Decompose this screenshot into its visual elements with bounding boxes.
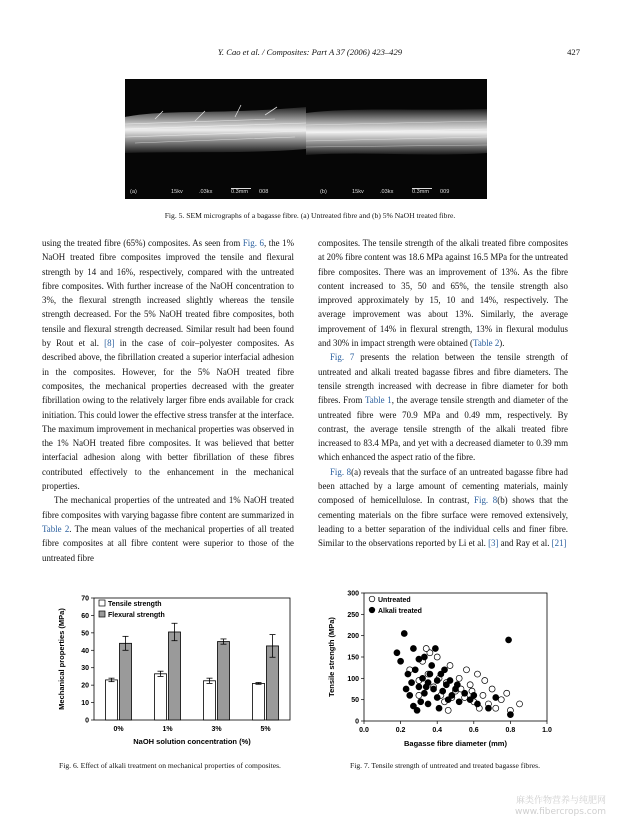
treated-point [449, 692, 455, 698]
untreated-point [423, 645, 429, 651]
right-column [318, 236, 568, 551]
y-tick-label: 100 [347, 675, 359, 683]
reference-link[interactable]: [8] [104, 338, 115, 349]
treated-point [409, 680, 415, 686]
sem-scale-a: 0.3mm [231, 189, 249, 195]
left-column [42, 236, 294, 565]
y-tick-label: 30 [81, 665, 89, 673]
x-tick-label: 1% [162, 726, 173, 733]
sem-info-bar-a [125, 184, 306, 196]
x-tick-label: 5% [260, 726, 271, 733]
treated-point [474, 701, 480, 707]
fig7-caption: Fig. 7. Tensile strength of untreated and treated bagasse fibres. [350, 761, 540, 770]
reference-link[interactable]: [3] [488, 538, 499, 549]
sem-mag-b: .03kx [380, 189, 394, 195]
treated-point [403, 686, 409, 692]
treated-point [462, 690, 468, 696]
fig6-caption: Fig. 6. Effect of alkali treatment on mechanical properties of composites. [59, 761, 281, 770]
watermark-line-2: www.fibercrops.com [515, 807, 606, 817]
reference-link[interactable]: Table 1 [364, 395, 392, 406]
y-tick-label: 0 [85, 717, 89, 725]
text-run: in the case of coir–polyester composites. As described above, the fibrillation created a superior interfacial adhesion in the composites. However, for the 5% NaOH treated fibre composites, the mechanical properties decreased with the greater fibrillation owing to the relatively larger fibre ends available for crack initiation. This could lower the effective stress transfer at the interface. The maximum improvement in mechanical properties was observed in the 1% NaOH treated fibre composites. It was believed that better interfacial adhesion along with better fibrillation of these fibres contributed effectively to the enhancement in the mechanical properties. [42, 338, 294, 492]
treated-point [421, 654, 427, 660]
y-tick-label: 50 [351, 697, 359, 705]
untreated-point [480, 692, 486, 698]
y-tick-label: 50 [81, 630, 89, 638]
y-tick-label: 150 [347, 654, 359, 662]
treated-point [425, 701, 431, 707]
treated-point [485, 705, 491, 711]
untreated-point [456, 675, 462, 681]
treated-point [431, 686, 437, 692]
reference-link[interactable]: Fig. 8 [330, 466, 352, 477]
fig5-caption: Fig. 5. SEM micrographs of a bagasse fibre. (a) Untreated fibre and (b) 5% NaOH treated fibre. [164, 211, 456, 220]
reference-link[interactable]: Fig. 7 [330, 352, 355, 363]
treated-point [418, 699, 424, 705]
text-run: . The mean values of the mechanical properties of all treated fibre composites at all fibre content were superior to those of the untreated fibre [42, 523, 294, 563]
treated-point [394, 650, 400, 656]
treated-point [401, 631, 407, 637]
treated-point [507, 712, 513, 718]
y-tick-label: 250 [347, 611, 359, 619]
reference-link[interactable]: Table 2 [42, 523, 70, 534]
legend-swatch [99, 600, 105, 606]
reference-link[interactable]: Fig. 8 [474, 495, 498, 506]
fibre-texture-a [125, 79, 306, 199]
treated-point [432, 645, 438, 651]
legend-swatch [99, 611, 105, 617]
fig7-scatter-chart [320, 585, 560, 755]
legend-label: Tensile strength [108, 601, 162, 608]
treated-point [421, 690, 427, 696]
treated-point [416, 656, 422, 662]
bar [120, 643, 132, 720]
bar [253, 683, 265, 720]
text-run: (a) reveals that the surface of an untreated bagasse fibre had been attached by a large amount of cementing materials, mainly composed of hemicellulose. In contrast, [318, 466, 568, 506]
untreated-point [489, 686, 495, 692]
sem-info-bar-b [306, 184, 487, 196]
page-number: 427 [567, 47, 580, 57]
treated-point [434, 677, 440, 683]
reference-link[interactable]: Table 2 [473, 338, 500, 349]
watermark-line-1: 麻类作物营养与纯肥网 [515, 796, 606, 806]
x-tick-label: 0.6 [468, 727, 479, 734]
y-tick-label: 20 [81, 682, 89, 690]
fig6-bar-chart [40, 590, 300, 755]
x-tick-label: 0.4 [432, 727, 443, 734]
y-tick-label: 10 [81, 700, 89, 708]
x-tick-label: 1.0 [542, 727, 552, 734]
bar [169, 632, 181, 720]
sem-num-b: 009 [440, 189, 450, 195]
treated-point [398, 658, 404, 664]
untreated-point [434, 654, 440, 660]
treated-point [410, 645, 416, 651]
watermark [515, 796, 606, 818]
x-tick-label: 3% [211, 726, 222, 733]
sem-image-treated [306, 79, 487, 199]
text-run: presents the relation between the tensile strength of untreated and alkali treated bagasse fibres and fibre diameters. The tensile strength increased with decrease in fibre diameter for both fibres. From [318, 352, 568, 406]
treated-point [427, 671, 433, 677]
sem-voltage-b: 15kv [352, 189, 364, 195]
treated-point [454, 682, 460, 688]
running-header [40, 47, 580, 61]
untreated-point [493, 705, 499, 711]
treated-point [420, 675, 426, 681]
y-tick-label: 40 [81, 647, 89, 655]
legend-label: Alkali treated [378, 608, 422, 615]
sem-scale-b: 0.3mm [412, 189, 430, 195]
untreated-point [463, 667, 469, 673]
treated-point [440, 688, 446, 694]
untreated-point [498, 697, 504, 703]
treated-point [412, 667, 418, 673]
legend-label: Flexural strength [108, 612, 165, 619]
x-tick-label: 0% [113, 726, 124, 733]
text-run: composites. The tensile strength of the alkali treated fibre composites at 20% fibre content was 18.6 MPa against 16.5 MPa for the untreated fibre composites. There was an improvement of 13%. As the fibre content increased to 35, 50 and 65%, the tensile strength also improved approximately by 15, 10 and 14%, respectively. The average improvement was about 13%. Similarly, the average improvement of 14% in flexural strength, 13% in flexural modulus and 30% in impact strength were obtained ( [318, 238, 568, 349]
y-axis-label: Mechanical properties (MPa) [57, 608, 66, 710]
bar [218, 642, 230, 720]
sem-image-untreated [125, 79, 306, 199]
treated-point [434, 695, 440, 701]
right-para-1 [318, 236, 568, 350]
y-tick-label: 60 [81, 612, 89, 620]
treated-point [407, 692, 413, 698]
fibre-texture-b [306, 79, 487, 199]
sem-mag-a: .03kx [199, 189, 213, 195]
treated-point [405, 671, 411, 677]
text-run: , the average tensile strength and diameter of the untreated fibre were 70.9 MPa and 0.49 mm, respectively. By contrast, the average tensile strength of the alkali treated fibre increased to 83.4 MPa, and yet with a decreased diameter to 0.39 mm which enhanced the aspect ratio of the fibre. [318, 395, 568, 463]
bar [106, 680, 118, 720]
treated-point [493, 695, 499, 701]
untreated-point [482, 677, 488, 683]
legend-marker [369, 607, 375, 613]
bar [155, 674, 167, 720]
right-para-2 [318, 350, 568, 464]
y-axis-label: Tensile strength (MPa) [327, 617, 336, 697]
untreated-point [447, 663, 453, 669]
treated-point [416, 684, 422, 690]
x-tick-label: 0.2 [395, 727, 406, 734]
x-tick-label: 0.0 [359, 727, 369, 734]
text-run: , the 1% NaOH treated fibre composites improved the tensile and flexural strength by 14 and 16%, respectively, compared with the untreated fibre composites. With further increase of the NaOH concentration to 3%, the flexural strength increased slightly whereas the tensile strength decreased. For the 5% NaOH treated fibre composites, both tensile and flexural strength decreased. Similar result had been found by Rout et al. [42, 238, 294, 349]
text-run: (b) shows that the cementing materials on the fibre surface were removed extensively, leading to a better separation of the individual cells and finer fibre. Similar to the observations reported by Li et al. [318, 495, 568, 549]
y-tick-label: 0 [355, 718, 359, 726]
untreated-point [445, 707, 451, 713]
treated-point [436, 705, 442, 711]
left-para-1 [42, 236, 294, 493]
right-para-3 [318, 465, 568, 551]
untreated-point [517, 701, 523, 707]
x-axis-label: Bagasse fibre diameter (mm) [404, 739, 507, 748]
y-tick-label: 300 [347, 590, 359, 598]
legend-marker [369, 596, 375, 602]
panel-label-a: (a) [130, 189, 137, 195]
treated-point [456, 699, 462, 705]
treated-point [447, 677, 453, 683]
sem-voltage-a: 15kv [171, 189, 183, 195]
text-run: The mechanical properties of the untreated and 1% NaOH treated fibre composites with varying bagasse fibre content are summarized in [42, 495, 294, 520]
text-run: ). [499, 338, 505, 349]
treated-point [414, 707, 420, 713]
legend-label: Untreated [378, 597, 411, 604]
reference-link[interactable]: Fig. 6 [242, 238, 264, 248]
treated-point [442, 667, 448, 673]
x-tick-label: 0.8 [505, 727, 516, 734]
left-para-2 [42, 493, 294, 564]
bar [204, 681, 216, 720]
treated-point [471, 692, 477, 698]
untreated-point [504, 690, 510, 696]
journal-citation: Y. Cao et al. / Composites: Part A 37 (2006) 423–429 [217, 47, 403, 57]
untreated-point [474, 671, 480, 677]
panel-label-b: (b) [320, 189, 327, 195]
text-run: and Ray et al. [498, 538, 552, 549]
sem-num-a: 008 [259, 189, 269, 195]
treated-point [423, 684, 429, 690]
treated-point [429, 663, 435, 669]
y-tick-label: 70 [81, 595, 89, 603]
x-axis-label: NaOH solution concentration (%) [133, 737, 251, 746]
treated-point [506, 637, 512, 643]
untreated-point [416, 692, 422, 698]
untreated-point [467, 682, 473, 688]
y-tick-label: 200 [347, 633, 359, 641]
text-run: using the treated fibre (65%) composites. As seen from [42, 238, 243, 248]
reference-link[interactable]: [21] [551, 538, 567, 549]
